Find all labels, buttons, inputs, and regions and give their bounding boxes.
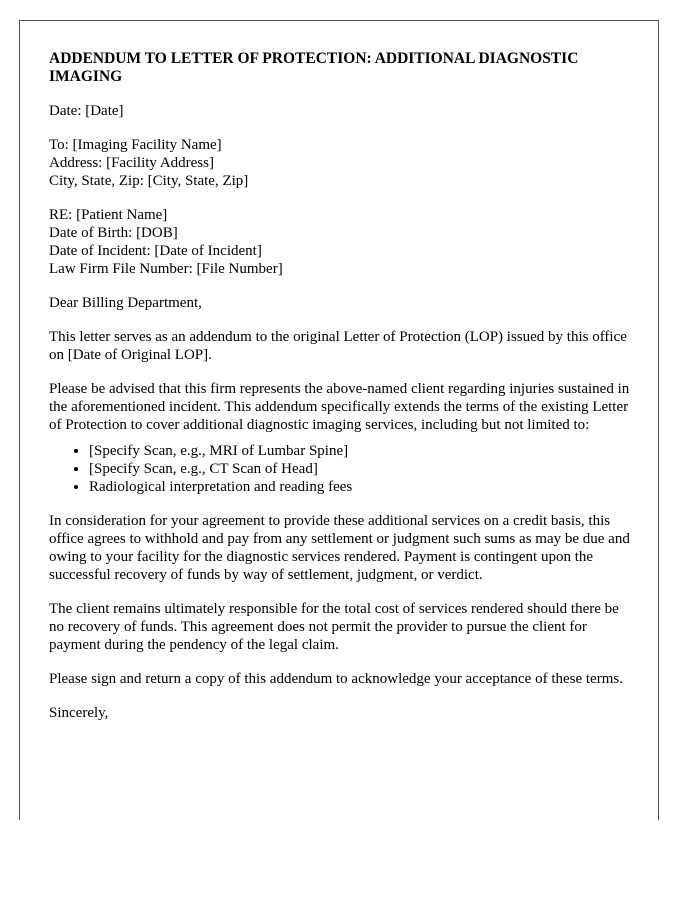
reference-incident-date: Date of Incident: [Date of Incident] [49, 243, 262, 259]
reference-file-number: Law Firm File Number: [File Number] [49, 261, 283, 277]
recipient-address: Address: [Facility Address] [49, 155, 214, 171]
reference-block [49, 206, 634, 278]
letter-title: ADDENDUM TO LETTER OF PROTECTION: ADDITIONAL DIAGNOSTIC IMAGING [49, 50, 579, 85]
paragraph-representation: Please be advised that this firm represents the above-named client regarding injuries sustained in the aforementioned incident. This addendum specifically extends the terms of the existing Letter of Protection to cover additional diagnostic imaging services, including but not limited to: [49, 381, 630, 433]
recipient-city: City, State, Zip: [City, State, Zip] [49, 173, 249, 189]
paragraph-consideration: In consideration for your agreement to provide these additional services on a credit basis, this office agrees to withhold and pay from any settlement or judgment such sums as may be due and owing to your facility for the diagnostic services rendered. Payment is contingent upon the successful recovery of funds by way of settlement, judgment, or verdict. [49, 513, 630, 583]
list-item: • Radiological interpretation and reading fees [89, 478, 634, 496]
salutation: Dear Billing Department, [49, 295, 202, 311]
recipient-to: To: [Imaging Facility Name] [49, 137, 222, 153]
reference-patient: RE: [Patient Name] [49, 207, 168, 223]
date-line: Date: [Date] [49, 103, 124, 119]
document-page [19, 20, 659, 820]
recipient-block [49, 136, 634, 190]
list-item: • [Specify Scan, e.g., MRI of Lumbar Spine] [89, 442, 634, 460]
list-item: • [Specify Scan, e.g., CT Scan of Head] [89, 460, 634, 478]
paragraph-responsibility: The client remains ultimately responsible for the total cost of services rendered should there be no recovery of funds. This agreement does not permit the provider to pursue the client for payment during the pendency of the legal claim. [49, 601, 619, 653]
closing: Sincerely, [49, 705, 109, 721]
reference-dob: Date of Birth: [DOB] [49, 225, 178, 241]
letter-body [49, 50, 634, 738]
services-list [49, 442, 634, 496]
paragraph-addendum-intro: This letter serves as an addendum to the original Letter of Protection (LOP) issued by this office on [Date of Original LOP]. [49, 329, 627, 363]
paragraph-acknowledge: Please sign and return a copy of this addendum to acknowledge your acceptance of these terms. [49, 671, 623, 687]
